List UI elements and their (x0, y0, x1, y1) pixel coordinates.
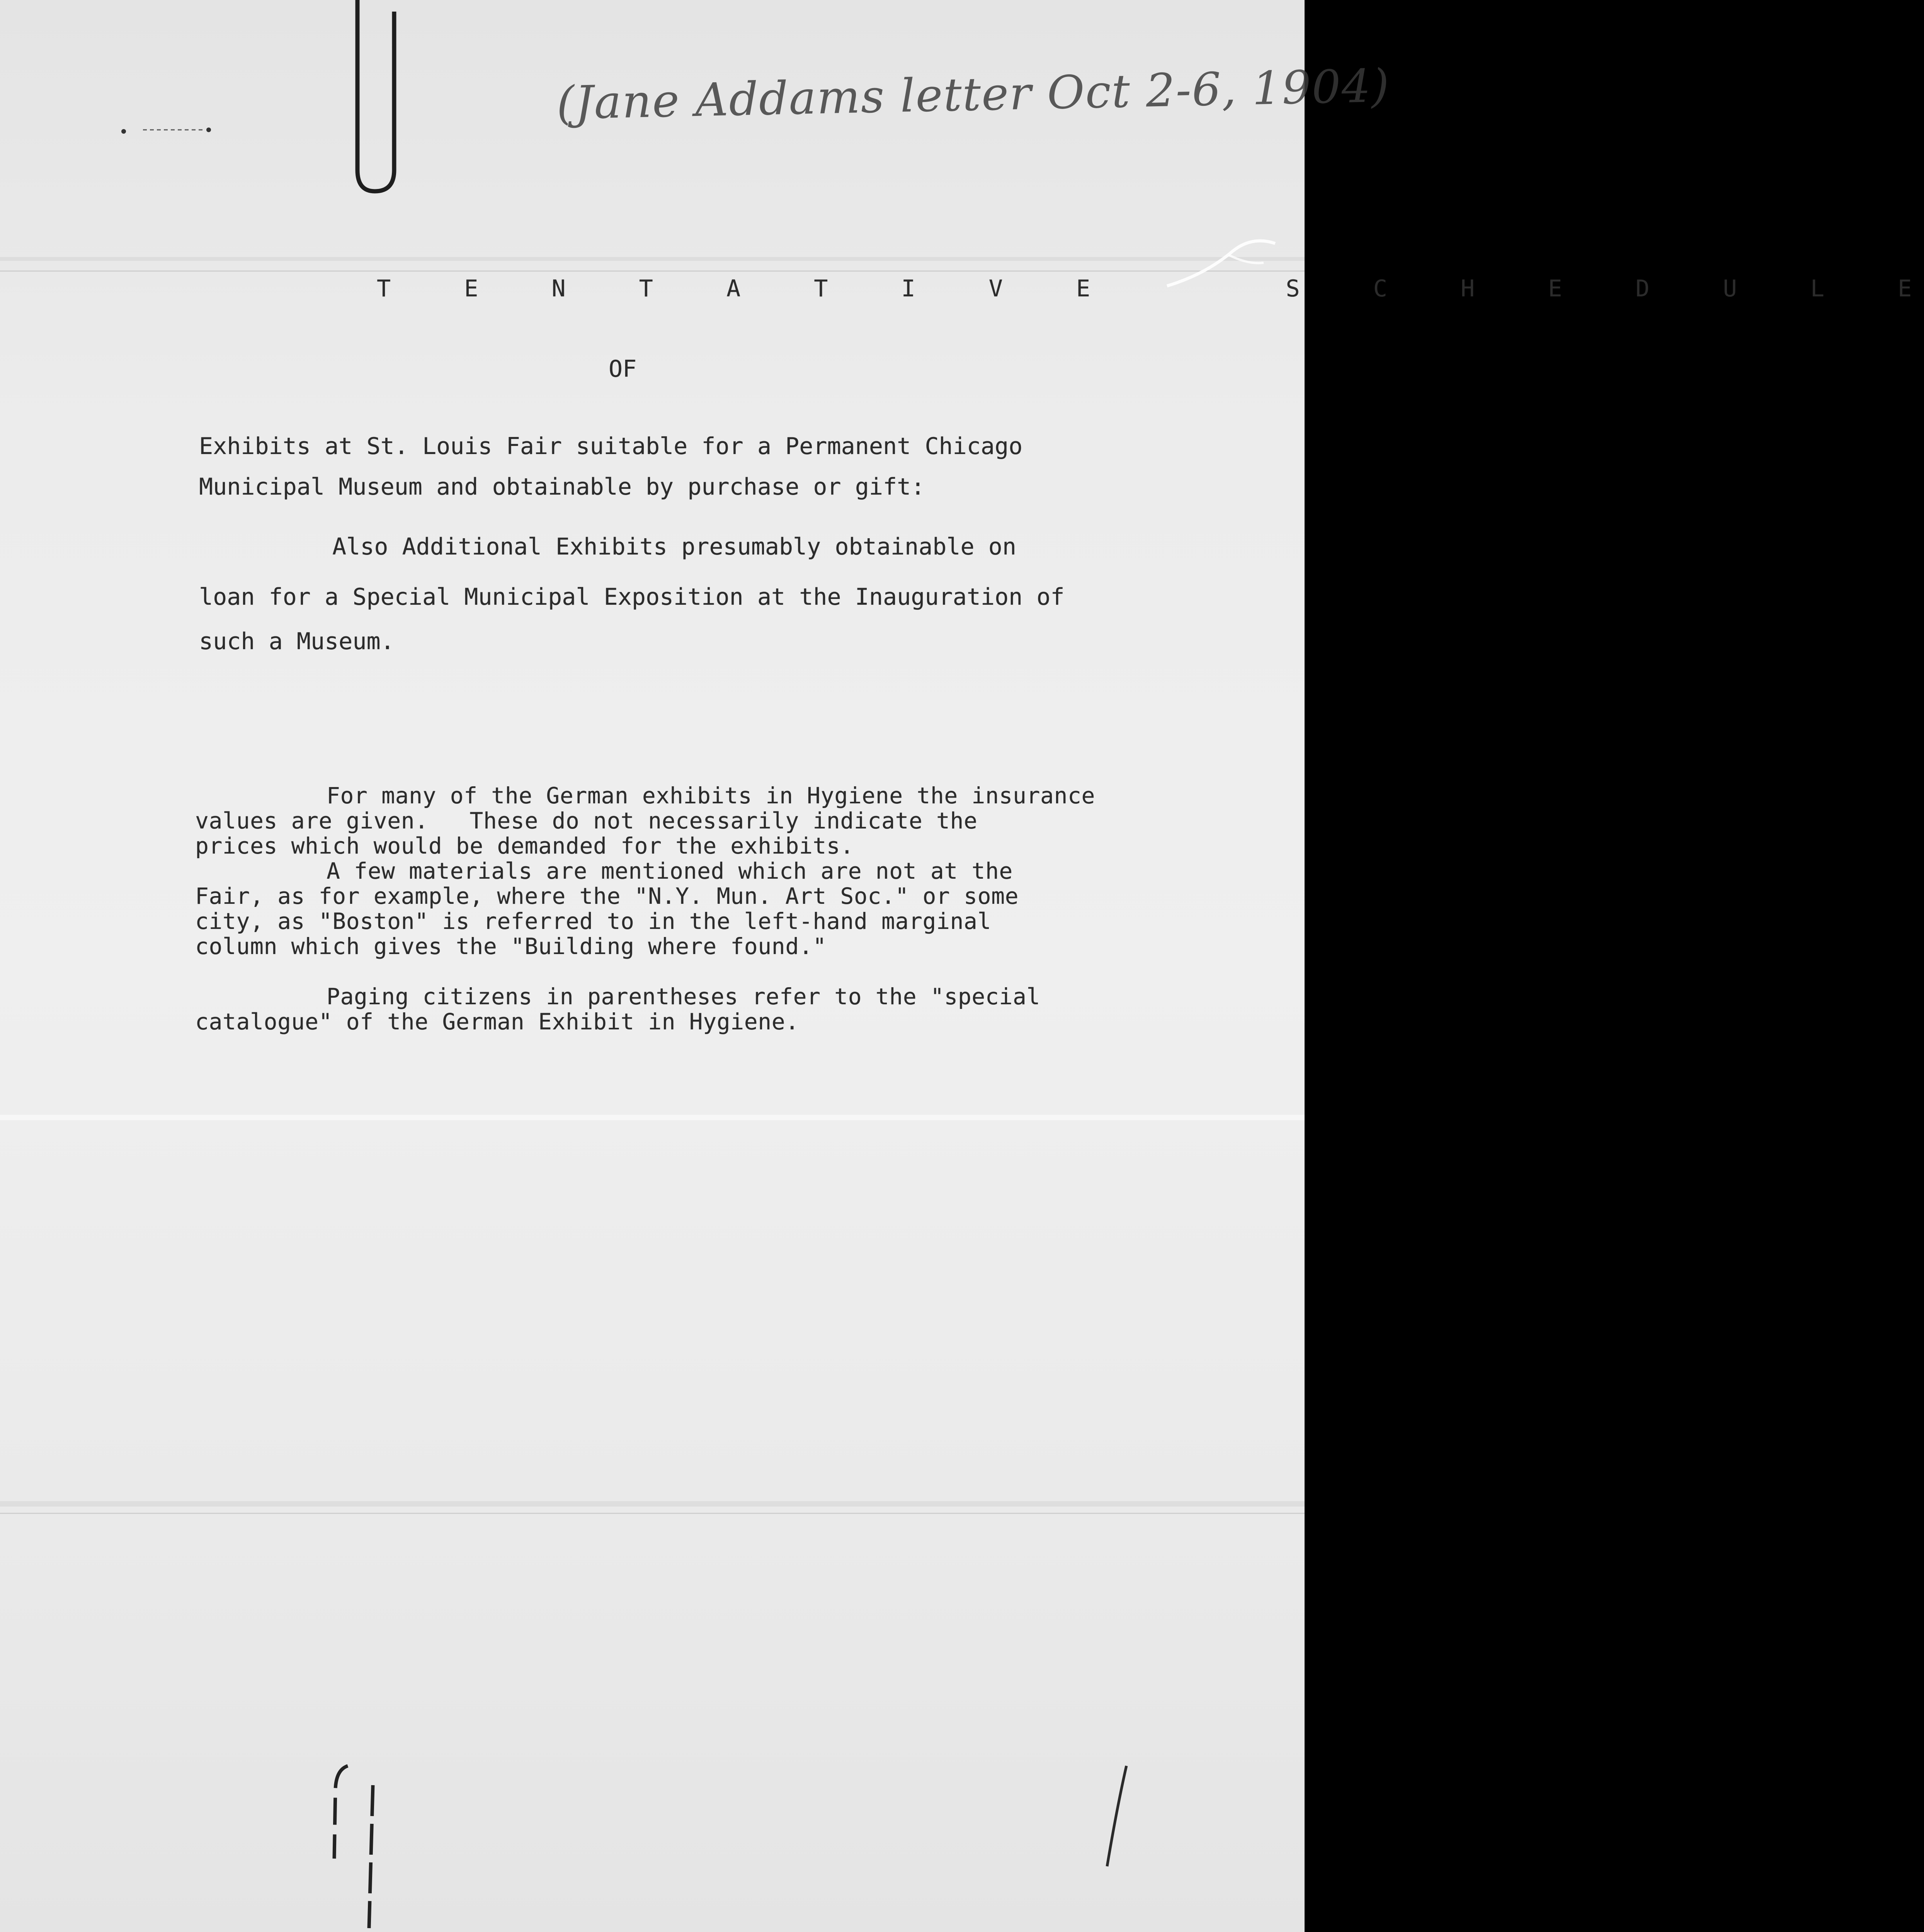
intro-line: Exhibits at St. Louis Fair suitable for a Permanent Chicago (199, 433, 1023, 460)
scan-artifact (0, 257, 1305, 261)
note-line: A few materials are mentioned which are not at the (327, 858, 1013, 884)
note-line: column which gives the "Building where found." (195, 933, 827, 959)
scan-artifact (0, 1501, 1305, 1507)
note-line: Fair, as for example, where the "N.Y. Mun. Art Soc." or some (195, 883, 1019, 909)
note-line: Paging citizens in parentheses refer to the "special (327, 983, 1040, 1010)
pencil-mark (1090, 1762, 1136, 1870)
staple-mark (321, 1758, 398, 1932)
dot-marks (116, 116, 232, 147)
note-line: prices which would be demanded for the exhibits. (195, 833, 854, 859)
scan-artifact (0, 1513, 1305, 1514)
intro-line: Also Additional Exhibits presumably obtainable on (332, 533, 1017, 560)
intro-line: such a Museum. (199, 628, 395, 655)
intro-line: loan for a Special Municipal Exposition at the Inauguration of (199, 583, 1065, 611)
scan-artifact (0, 1115, 1305, 1120)
note-line: catalogue" of the German Exhibit in Hygiene. (195, 1009, 799, 1035)
note-line: For many of the German exhibits in Hygiene the insurance (327, 782, 1096, 809)
document-title: T E N T A T I V E S C H E D U L E (377, 275, 1924, 302)
intro-line: Municipal Museum and obtainable by purchase or gift: (199, 473, 925, 500)
note-line: values are given. These do not necessarily indicate the (195, 808, 978, 834)
title-of: OF (609, 355, 637, 383)
paper-clip-mark (340, 0, 410, 201)
scan-artifact (0, 270, 1305, 272)
note-line: city, as "Boston" is referred to in the left-hand marginal (195, 908, 992, 934)
handwritten-annotation: (Jane Addams letter Oct 2-6, 1904) (556, 59, 1391, 130)
